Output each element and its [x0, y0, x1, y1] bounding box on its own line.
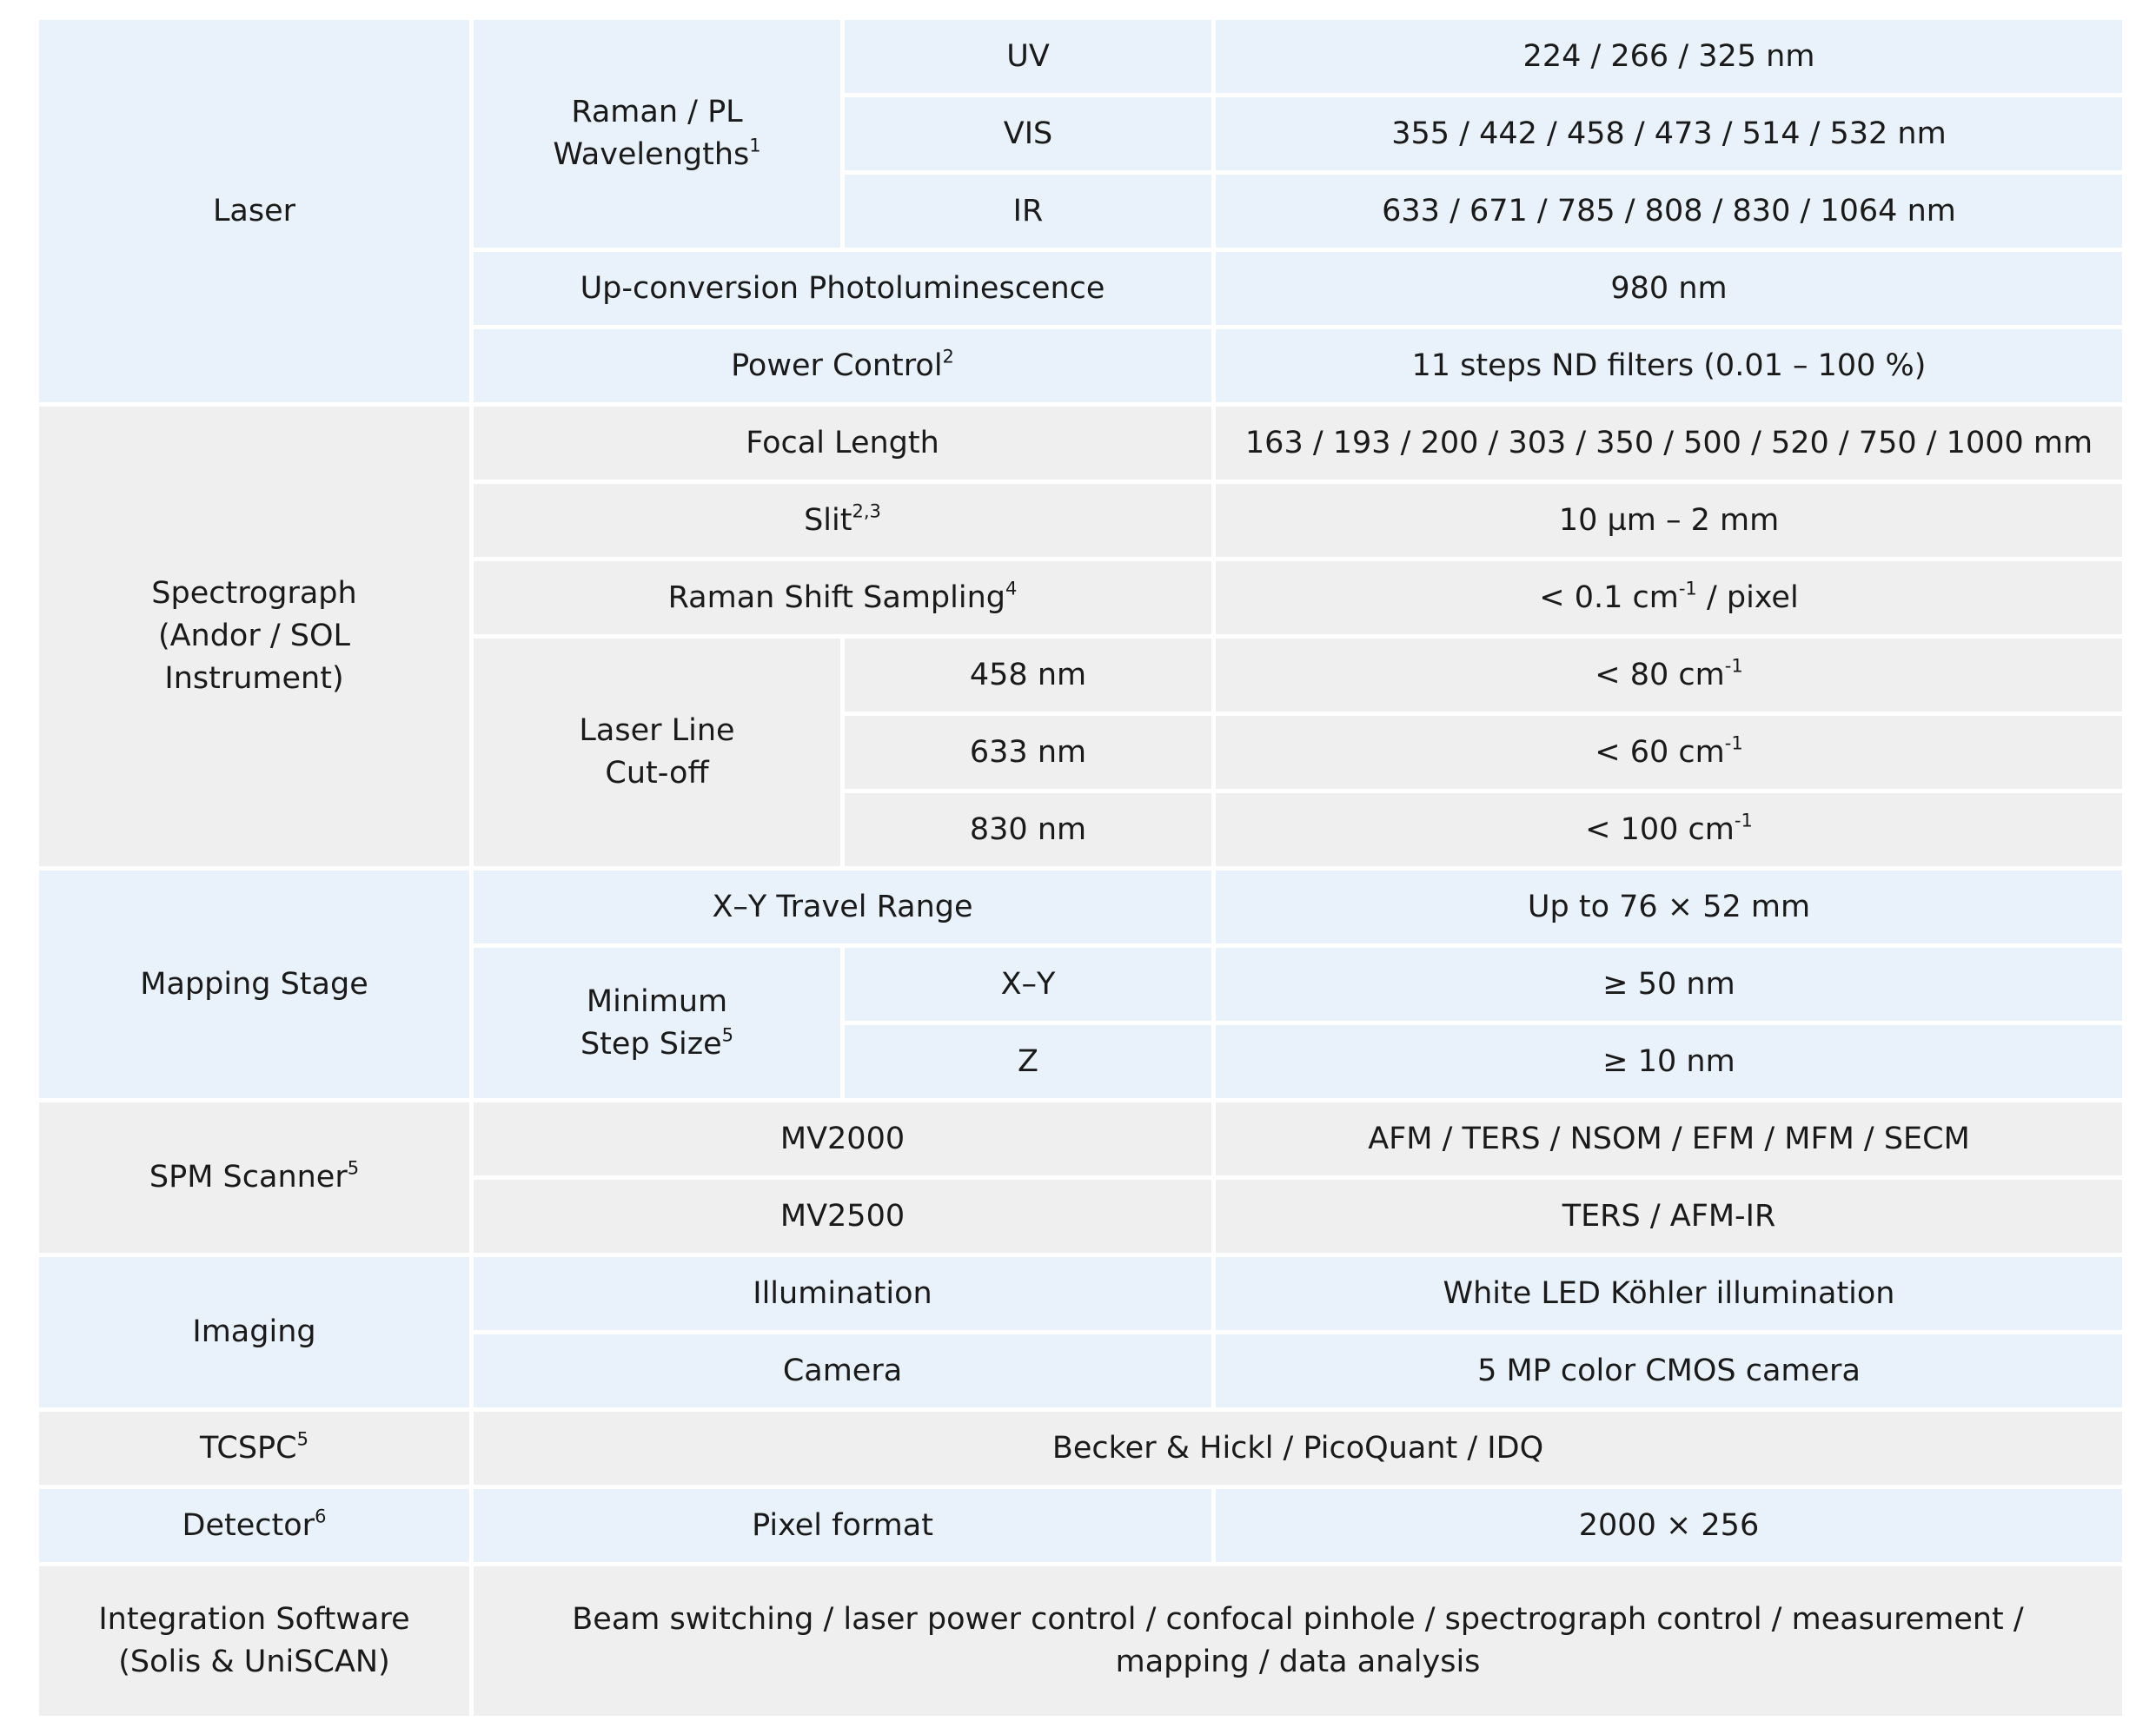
value-upconversion: 980 nm: [1214, 250, 2125, 328]
row-mv2000: [37, 1101, 2125, 1178]
row-illumination: [37, 1255, 2125, 1333]
label-vis: VIS: [843, 96, 1214, 173]
label-mv2500: MV2500: [472, 1178, 1214, 1255]
label-illumination: Illumination: [472, 1255, 1214, 1333]
label-step-z: Z: [843, 1023, 1214, 1101]
label-uv: UV: [843, 18, 1214, 96]
section-integration-software: Integration Software (Solis & UniSCAN): [37, 1565, 472, 1718]
row-detector: [37, 1487, 2125, 1565]
label-focal-length: Focal Length: [472, 405, 1214, 482]
row-xy-travel: [37, 869, 2125, 946]
row-focal-length: [37, 405, 2125, 482]
label-upconversion: Up-conversion Photoluminescence: [472, 250, 1214, 328]
section-detector: Detector$^6$: [37, 1487, 472, 1565]
value-camera: 5 MP color CMOS camera: [1214, 1333, 2125, 1410]
value-cutoff-458: < 80 $cm^{-1}$: [1214, 637, 2125, 714]
row-integration-software: [37, 1565, 2125, 1718]
section-spectrograph: Spectrograph (Andor / SOL Instrument): [37, 405, 472, 869]
label-cutoff-633: 633 nm: [843, 714, 1214, 791]
section-tcspc: TCSPC$^5$: [37, 1410, 472, 1487]
value-cutoff-830: < 100 $cm^{-1}$: [1214, 791, 2125, 869]
value-power-control: 11 steps ND filters (0.01 – 100 %): [1214, 328, 2125, 405]
value-mv2500: TERS / AFM-IR: [1214, 1178, 2125, 1255]
row-tcspc: [37, 1410, 2125, 1487]
value-tcspc: Becker & Hickl / PicoQuant / IDQ: [472, 1410, 2125, 1487]
label-pixel-format: Pixel format: [472, 1487, 1214, 1565]
label-laser-line-cutoff: Laser Line Cut-off: [472, 637, 843, 869]
value-ir: 633 / 671 / 785 / 808 / 830 / 1064 nm: [1214, 173, 2125, 250]
value-pixel-format: 2000 × 256: [1214, 1487, 2125, 1565]
value-step-xy: ≥ 50 nm: [1214, 946, 2125, 1023]
section-laser: Laser: [37, 18, 472, 405]
value-illumination: White LED Köhler illumination: [1214, 1255, 2125, 1333]
label-step-xy: X–Y: [843, 946, 1214, 1023]
label-raman-pl-wavelengths: Raman / PL Wavelengths$^1$: [472, 18, 843, 250]
label-raman-shift-sampling: Raman Shift Sampling$^4$: [472, 559, 1214, 637]
value-vis: 355 / 442 / 458 / 473 / 514 / 532 nm: [1214, 96, 2125, 173]
value-cutoff-633: < 60 $cm^{-1}$: [1214, 714, 2125, 791]
value-step-z: ≥ 10 nm: [1214, 1023, 2125, 1101]
section-mapping-stage: Mapping Stage: [37, 869, 472, 1101]
label-ir: IR: [843, 173, 1214, 250]
value-mv2000: AFM / TERS / NSOM / EFM / MFM / SECM: [1214, 1101, 2125, 1178]
value-integration-software: Beam switching / laser power control / confocal pinhole / spectrograph control / measurement / mapping / data analysis: [472, 1565, 2125, 1718]
label-power-control: Power Control$^2$: [472, 328, 1214, 405]
label-mv2000: MV2000: [472, 1101, 1214, 1178]
value-raman-shift-sampling: < 0.1 $cm^{-1}$ / pixel: [1214, 559, 2125, 637]
value-uv: 224 / 266 / 325 nm: [1214, 18, 2125, 96]
value-xy-travel: Up to 76 × 52 mm: [1214, 869, 2125, 946]
label-slit: Slit$^{2,3}$: [472, 482, 1214, 559]
label-cutoff-830: 830 nm: [843, 791, 1214, 869]
section-imaging: Imaging: [37, 1255, 472, 1410]
label-minimum-step-size: Minimum Step Size$^5$: [472, 946, 843, 1101]
label-cutoff-458: 458 nm: [843, 637, 1214, 714]
section-spm-scanner: SPM Scanner$^5$: [37, 1101, 472, 1255]
spec-table: [35, 16, 2126, 1720]
label-xy-travel: X–Y Travel Range: [472, 869, 1214, 946]
row-laser-uv: [37, 18, 2125, 96]
value-slit: 10 µm – 2 mm: [1214, 482, 2125, 559]
value-focal-length: 163 / 193 / 200 / 303 / 350 / 500 / 520 / 750 / 1000 mm: [1214, 405, 2125, 482]
label-camera: Camera: [472, 1333, 1214, 1410]
